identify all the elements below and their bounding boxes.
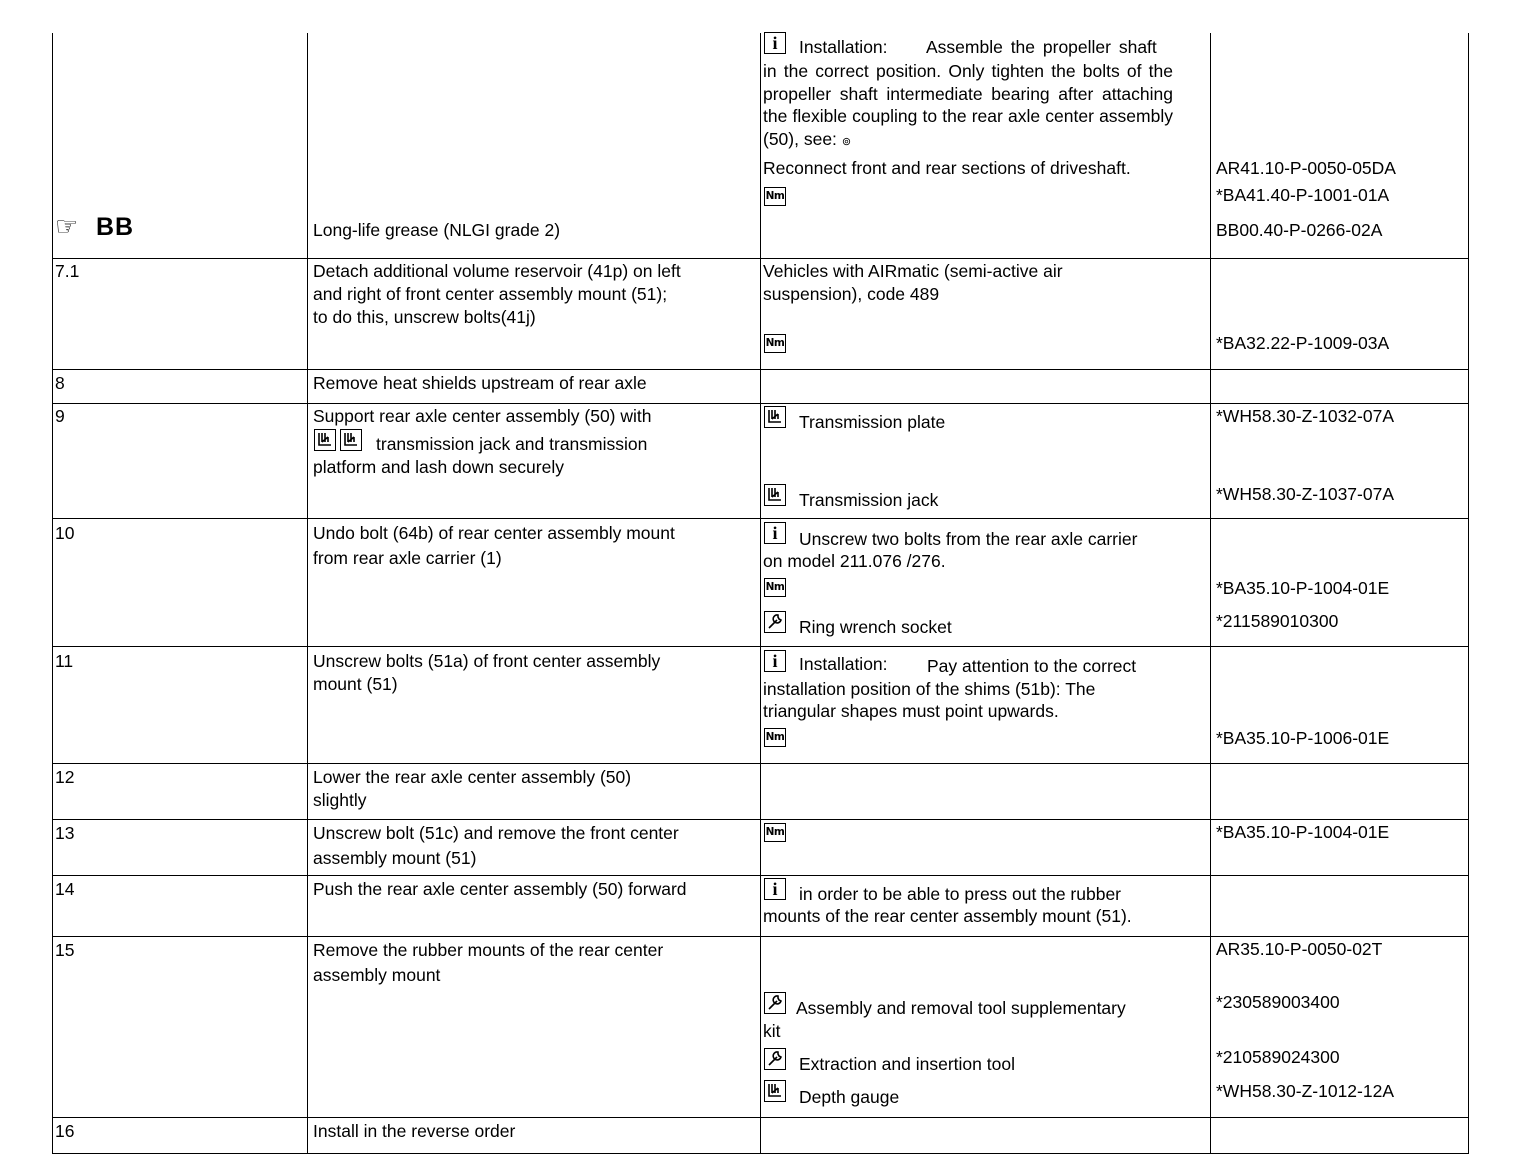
info-text: triangular shapes must point upwards.	[763, 701, 1059, 721]
ref-link[interactable]: *WH58.30-Z-1037-07A	[1216, 484, 1394, 504]
installation-label: Installation:	[799, 654, 888, 674]
tool-name: Depth gauge	[799, 1087, 900, 1107]
row-divider	[52, 258, 1469, 259]
info-icon	[764, 32, 786, 54]
info-text: mounts of the rear center assembly mount (51).	[763, 906, 1132, 926]
info-text: installation position of the shims (51b): The	[763, 679, 1096, 699]
info-icon	[764, 650, 786, 672]
installation-label: Installation:	[799, 37, 888, 57]
tool-name: Transmission jack	[799, 490, 939, 510]
action-text: to do this, unscrew bolts(41j)	[313, 307, 536, 327]
installation-text	[763, 60, 1173, 153]
action-text: transmission jack and transmission	[376, 434, 648, 454]
row-divider	[52, 1117, 1469, 1118]
step-number: 7.1	[55, 261, 80, 281]
ref-link[interactable]: *BA35.10-P-1004-01E	[1216, 822, 1390, 842]
tool-name: kit	[763, 1021, 781, 1041]
row-divider	[52, 819, 1469, 820]
ref-link[interactable]: *BA41.40-P-1001-01A	[1216, 185, 1390, 205]
action-text: Push the rear axle center assembly (50) forward	[313, 879, 687, 899]
ref-link[interactable]: *BA32.22-P-1009-03A	[1216, 333, 1390, 353]
step-number: 10	[55, 523, 75, 543]
ref-link[interactable]: *WH58.30-Z-1012-12A	[1216, 1081, 1394, 1101]
row-divider	[52, 646, 1469, 647]
row-divider	[52, 518, 1469, 519]
ref-link[interactable]: *210589024300	[1216, 1047, 1340, 1067]
workshop-equipment-icon	[314, 429, 336, 451]
torque-nm-icon: Nm	[764, 187, 786, 206]
torque-nm-icon: Nm	[764, 728, 786, 747]
action-text: Undo bolt (64b) of rear center assembly mount	[313, 523, 675, 543]
info-text: in order to be able to press out the rubber	[799, 884, 1122, 904]
ref-link[interactable]: *211589010300	[1216, 611, 1339, 631]
bb-label: BB	[96, 213, 135, 241]
row-divider	[52, 875, 1469, 876]
workshop-equipment-icon	[764, 1080, 786, 1102]
table-border-left	[52, 33, 53, 1154]
info-text: on model 211.076 /276.	[763, 551, 946, 571]
tool-name: Assembly and removal tool supplementary	[796, 998, 1126, 1018]
action-text: Unscrew bolts (51a) of front center assembly	[313, 651, 661, 671]
info-icon	[764, 878, 786, 900]
info-icon	[764, 522, 786, 544]
ref-link[interactable]: AR41.10-P-0050-05DA	[1216, 158, 1396, 178]
workshop-equipment-icon	[764, 484, 786, 506]
action-text: mount (51)	[313, 674, 398, 694]
grease-text: Long-life grease (NLGI grade 2)	[313, 220, 561, 240]
action-text: Lower the rear axle center assembly (50)	[313, 767, 632, 787]
step-number: 11	[55, 651, 74, 671]
special-tool-icon	[764, 992, 786, 1014]
ref-link[interactable]: *BA35.10-P-1004-01E	[1216, 578, 1390, 598]
workshop-equipment-icon	[764, 406, 786, 428]
pointing-hand-icon: ☞	[55, 211, 79, 241]
torque-nm-icon: Nm	[764, 578, 786, 597]
tool-name: Ring wrench socket	[799, 617, 952, 637]
installation-text-body: in the correct position. Only tighten the bolts of the propeller shaft intermediate bearing after attaching the flexible coupling to the rear axle center assembly (50), see:	[763, 61, 1173, 149]
workshop-equipment-icon	[340, 429, 362, 451]
step-number: 14	[55, 879, 75, 899]
action-text: Install in the reverse order	[313, 1121, 516, 1141]
info-text: Vehicles with AIRmatic (semi-active air	[763, 261, 1063, 281]
torque-nm-icon: Nm	[764, 823, 786, 842]
step-number: 13	[55, 823, 75, 843]
tool-name: Extraction and insertion tool	[799, 1054, 1015, 1074]
action-text: slightly	[313, 790, 367, 810]
special-tool-icon	[764, 611, 786, 633]
step-number: 12	[55, 767, 75, 787]
step-number: 15	[55, 940, 75, 960]
action-text: assembly mount	[313, 965, 441, 985]
ref-link[interactable]: *230589003400	[1216, 992, 1340, 1012]
action-text: Remove heat shields upstream of rear axle	[313, 373, 647, 393]
installation-text-line1: Assemble the propeller shaft	[926, 37, 1157, 57]
ref-link[interactable]: AR35.10-P-0050-02T	[1216, 939, 1383, 959]
info-text: Pay attention to the correct	[927, 656, 1137, 676]
info-text: Unscrew two bolts from the rear axle carrier	[799, 529, 1138, 549]
ref-link[interactable]: *WH58.30-Z-1032-07A	[1216, 406, 1394, 426]
torque-nm-icon: Nm	[764, 334, 786, 353]
action-text: from rear axle carrier (1)	[313, 548, 502, 568]
table-border-bottom	[52, 1153, 1469, 1154]
special-tool-icon	[764, 1048, 786, 1070]
row-divider	[52, 763, 1469, 764]
action-text: Detach additional volume reservoir (41p) on left	[313, 261, 681, 281]
step-number: 9	[55, 406, 65, 426]
info-text: suspension), code 489	[763, 284, 940, 304]
action-text: and right of front center assembly mount (51);	[313, 284, 668, 304]
action-text: assembly mount (51)	[313, 848, 477, 868]
step-number: 8	[55, 373, 65, 393]
column-divider-1	[307, 33, 308, 1154]
row-divider	[52, 369, 1469, 370]
row-divider	[52, 403, 1469, 404]
see-link-icon[interactable]: ⊚	[841, 135, 852, 148]
ref-link[interactable]: BB00.40-P-0266-02A	[1216, 220, 1383, 240]
action-text: Support rear axle center assembly (50) with	[313, 406, 652, 426]
column-divider-3	[1210, 33, 1211, 1154]
row-divider	[52, 936, 1469, 937]
table-border-right	[1468, 33, 1469, 1154]
tool-name: Transmission plate	[799, 412, 946, 432]
step-number: 16	[55, 1121, 75, 1141]
action-text: Remove the rubber mounts of the rear center	[313, 940, 664, 960]
reconnect-text: Reconnect front and rear sections of driveshaft.	[763, 158, 1131, 178]
action-text: platform and lash down securely	[313, 457, 564, 477]
action-text: Unscrew bolt (51c) and remove the front center	[313, 823, 679, 843]
ref-link[interactable]: *BA35.10-P-1006-01E	[1216, 728, 1390, 748]
column-divider-2	[760, 33, 761, 1154]
